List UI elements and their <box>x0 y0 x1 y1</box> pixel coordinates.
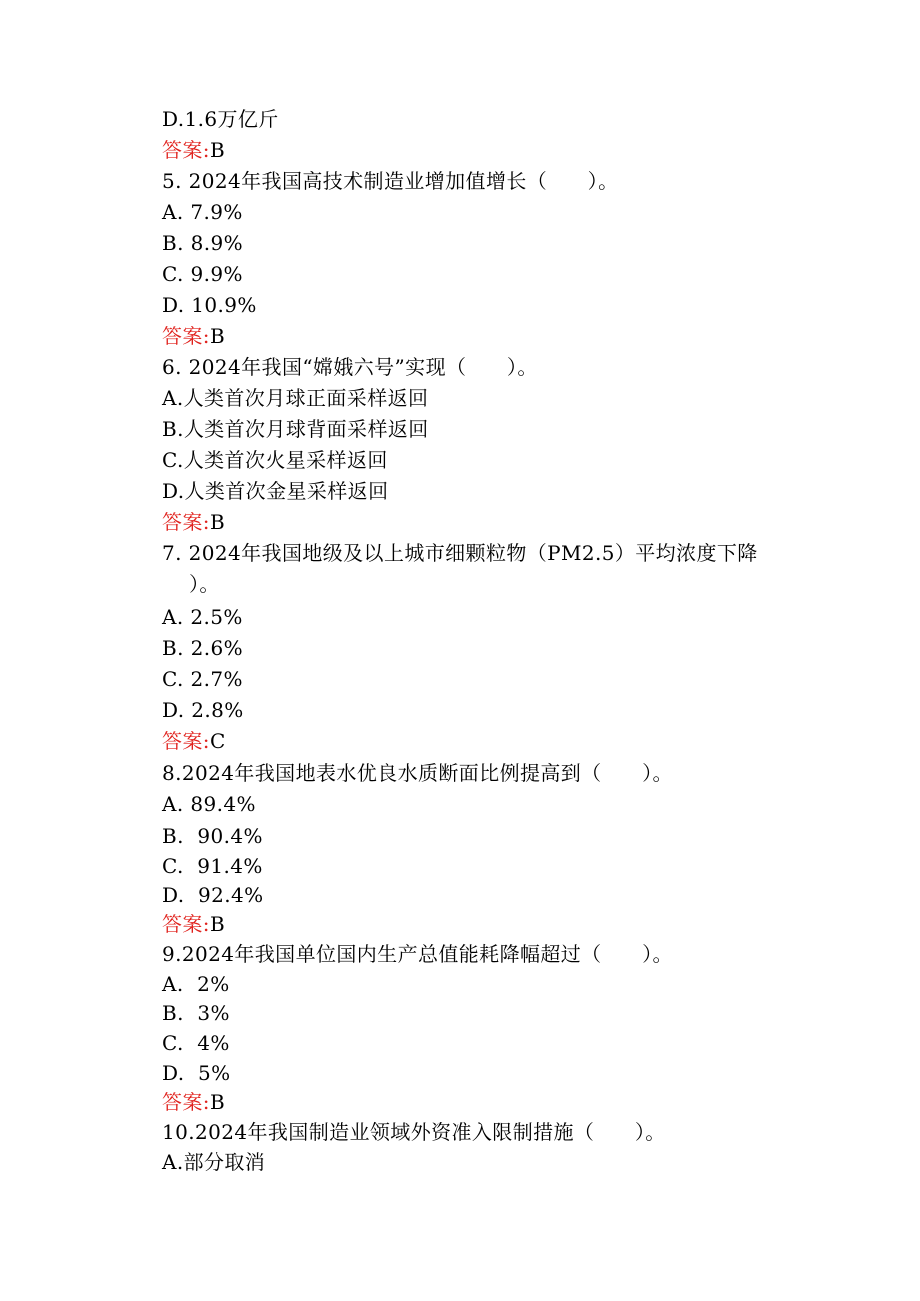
answer-label: 答案: <box>162 729 210 753</box>
question-9: 9.2024年我国单位国内生产总值能耗降幅超过（ ）。 <box>162 942 673 966</box>
q9-option-b: B. 3% <box>162 1001 230 1025</box>
answer-label: 答案: <box>162 324 210 348</box>
q7-answer <box>162 729 226 753</box>
q6-answer <box>162 510 225 534</box>
answer-value: B <box>209 324 226 348</box>
answer-value: C <box>209 729 226 753</box>
question-7-line-2: ）。 <box>162 572 220 596</box>
q5-option-a: A. 7.9% <box>162 200 243 224</box>
question-8: 8.2024年我国地表水优良水质断面比例提高到（ ）。 <box>162 761 673 785</box>
q8-option-d: D. 92.4% <box>162 883 264 907</box>
q6-option-c: C.人类首次火星采样返回 <box>162 448 388 472</box>
q10-option-a: A.部分取消 <box>162 1150 266 1174</box>
q5-option-c: C. 9.9% <box>162 262 243 286</box>
answer-value: B <box>209 912 226 936</box>
q7-option-c: C. 2.7% <box>162 667 243 691</box>
answer-label: 答案: <box>162 1090 210 1114</box>
q5-option-b: B. 8.9% <box>162 231 244 255</box>
question-5: 5. 2024年我国高技术制造业增加值增长（ ）。 <box>162 169 619 193</box>
answer-label: 答案: <box>162 510 210 534</box>
q9-option-a: A. 2% <box>162 972 230 996</box>
question-7-line-1: 7. 2024年我国地级及以上城市细颗粒物（PM2.5）平均浓度下降 <box>162 541 758 565</box>
q8-option-a: A. 89.4% <box>162 792 256 816</box>
answer-value: B <box>209 138 226 162</box>
q5-option-d: D. 10.9% <box>162 293 257 317</box>
q4-answer <box>162 138 225 162</box>
answer-label: 答案: <box>162 912 210 936</box>
answer-value: B <box>209 1090 226 1114</box>
answer-value: B <box>209 510 226 534</box>
q4-option-d: D.1.6万亿斤 <box>162 107 279 131</box>
q5-answer <box>162 324 225 348</box>
q6-option-a: A.人类首次月球正面采样返回 <box>162 386 429 410</box>
q6-option-b: B.人类首次月球背面采样返回 <box>162 417 429 441</box>
q7-option-b: B. 2.6% <box>162 636 244 660</box>
question-6: 6. 2024年我国“嫦娥六号”实现（ ）。 <box>162 355 538 379</box>
q7-option-d: D. 2.8% <box>162 698 244 722</box>
q8-option-b: B. 90.4% <box>162 824 263 848</box>
q8-option-c: C. 91.4% <box>162 854 263 878</box>
q9-option-c: C. 4% <box>162 1031 230 1055</box>
q7-option-a: A. 2.5% <box>162 605 243 629</box>
q9-answer <box>162 1090 225 1114</box>
q6-option-d: D.人类首次金星采样返回 <box>162 479 389 503</box>
answer-label: 答案: <box>162 138 210 162</box>
question-10: 10.2024年我国制造业领域外资准入限制措施（ ）。 <box>162 1120 666 1144</box>
q9-option-d: D. 5% <box>162 1061 231 1085</box>
q8-answer <box>162 912 225 936</box>
